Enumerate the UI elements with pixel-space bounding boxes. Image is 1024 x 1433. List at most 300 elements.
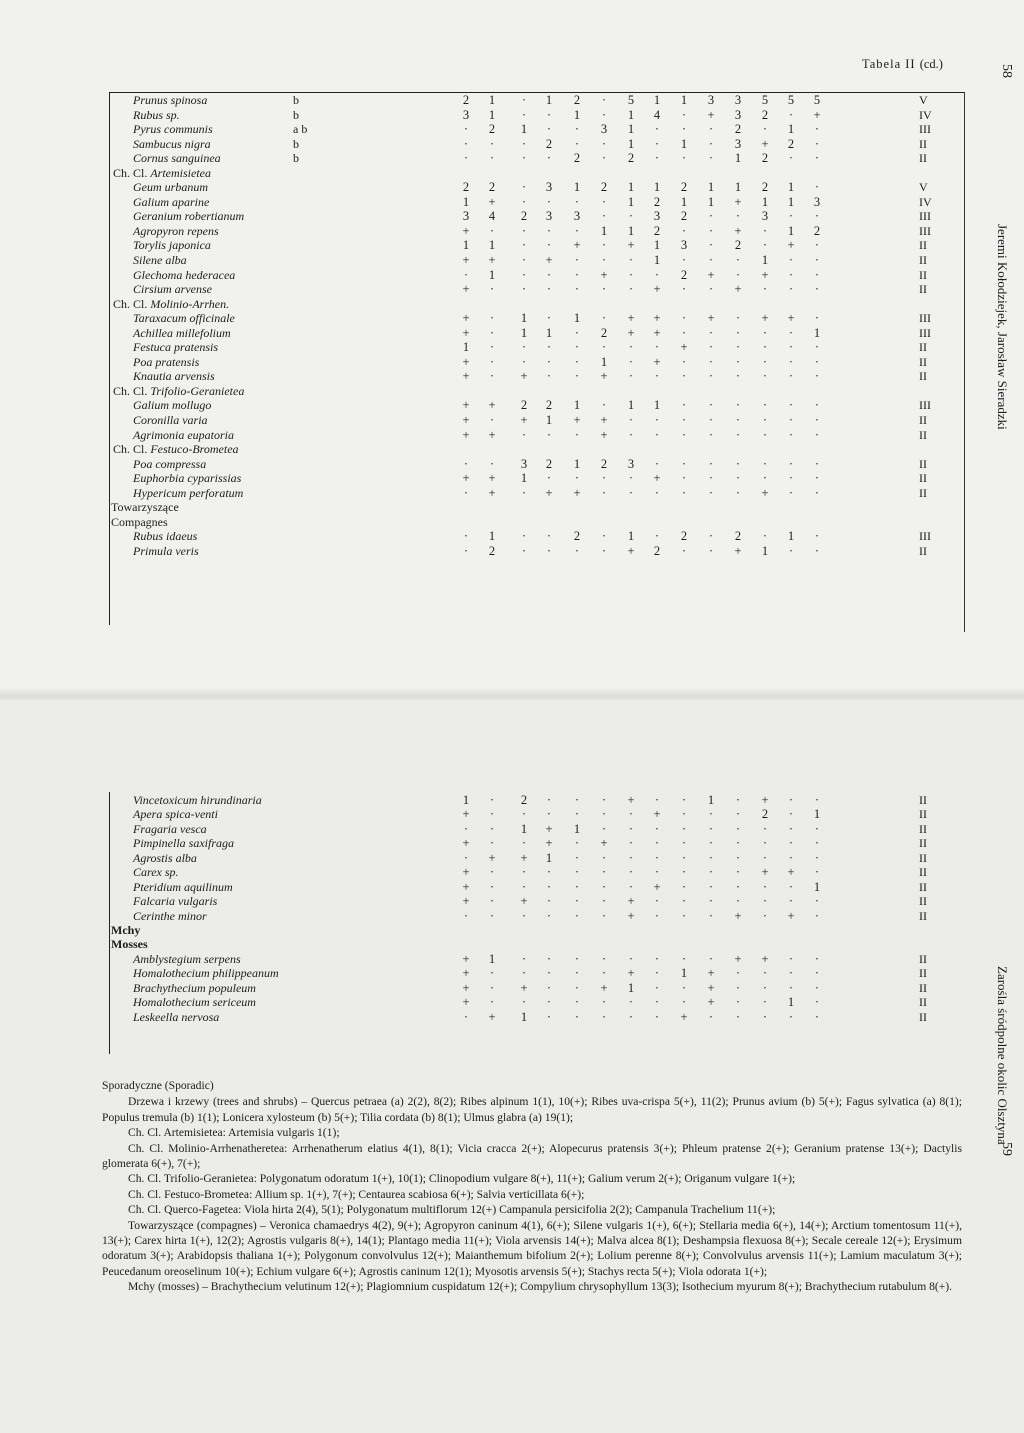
cover-value: ·: [762, 980, 768, 995]
cover-value: ·: [601, 107, 607, 122]
cover-value: 5: [627, 93, 635, 107]
cover-value: ·: [788, 209, 794, 224]
species-name: Fragaria vesca: [133, 821, 207, 836]
cover-value: ·: [521, 223, 527, 238]
cover-value: ·: [708, 471, 714, 486]
cover-value: 1: [520, 325, 528, 340]
species-name: Leskeella nervosa: [133, 1009, 220, 1024]
cover-value: ·: [654, 793, 660, 807]
cover-value: ·: [735, 966, 741, 981]
cover-value: ·: [628, 471, 634, 486]
cover-value: ·: [788, 980, 794, 995]
table-left-rule-bottom: [109, 792, 110, 1054]
cover-value: ·: [489, 325, 495, 340]
cover-value: +: [653, 325, 661, 340]
constancy-class: II: [919, 238, 927, 253]
constancy-class: II: [919, 456, 927, 471]
group-prefix: Ch. Cl.: [113, 296, 151, 311]
cover-value: +: [627, 238, 635, 253]
cover-value: 1: [545, 93, 553, 107]
species-name: Galium mollugo: [133, 398, 212, 413]
cover-value: ·: [601, 151, 607, 166]
cover-value: ·: [735, 354, 741, 369]
cover-value: 1: [573, 180, 581, 195]
cover-value: ·: [574, 951, 580, 966]
cover-value: 2: [545, 136, 553, 151]
cover-value: 3: [545, 180, 553, 195]
sporadic-festuco: Ch. Cl. Festuco-Brometea: Allium sp. 1(+), 7(+); Centaurea scabiosa 6(+); Salvia verticillata 6(+);: [128, 1187, 585, 1201]
cover-value: ·: [814, 122, 820, 137]
cover-value: 1: [573, 107, 581, 122]
cover-value: ·: [681, 951, 687, 966]
cover-value: ·: [814, 427, 820, 442]
cover-value: ·: [654, 908, 660, 923]
constancy-class: III: [919, 398, 931, 413]
cover-value: ·: [521, 836, 527, 851]
species-row: [111, 865, 981, 879]
cover-value: ·: [546, 951, 552, 966]
group-prefix: Ch. Cl.: [113, 383, 151, 398]
cover-value: ·: [735, 413, 741, 428]
cover-value: ·: [574, 980, 580, 995]
cover-value: ·: [814, 1009, 820, 1024]
species-name: Coronilla varia: [133, 413, 208, 428]
cover-value: ·: [463, 136, 469, 151]
cover-value: 1: [761, 253, 769, 268]
cover-value: 1: [653, 238, 661, 253]
species-row: [111, 282, 981, 297]
cover-value: ·: [708, 238, 714, 253]
cover-value: ·: [654, 151, 660, 166]
layer-code: b: [293, 151, 299, 166]
cover-value: ·: [681, 122, 687, 137]
cover-value: ·: [708, 136, 714, 151]
cover-value: ·: [521, 107, 527, 122]
species-name: Amblystegium serpens: [133, 951, 241, 966]
cover-value: ·: [762, 238, 768, 253]
cover-value: ·: [601, 951, 607, 966]
cover-value: +: [761, 136, 769, 151]
cover-value: ·: [762, 879, 768, 894]
cover-value: ·: [735, 836, 741, 851]
cover-value: ·: [681, 850, 687, 865]
cover-value: ·: [601, 995, 607, 1010]
cover-value: +: [462, 894, 470, 909]
cover-value: ·: [708, 282, 714, 297]
species-row: [111, 457, 981, 472]
constancy-class: II: [919, 807, 927, 822]
cover-value: ·: [708, 122, 714, 137]
layer-code: a b: [293, 122, 308, 137]
cover-value: ·: [735, 879, 741, 894]
cover-value: ·: [628, 807, 634, 822]
cover-value: ·: [654, 485, 660, 500]
cover-value: ·: [489, 980, 495, 995]
cover-value: +: [462, 980, 470, 995]
cover-value: 1: [707, 793, 715, 807]
cover-value: 2: [462, 93, 470, 107]
species-row: [111, 238, 981, 253]
cover-value: 1: [680, 136, 688, 151]
cover-value: +: [488, 485, 496, 500]
cover-value: 1: [462, 238, 470, 253]
cover-value: +: [734, 908, 742, 923]
cover-value: ·: [681, 282, 687, 297]
cover-value: ·: [681, 807, 687, 822]
cover-value: 1: [787, 122, 795, 137]
cover-value: ·: [463, 122, 469, 137]
cover-value: ·: [681, 253, 687, 268]
cover-value: ·: [814, 966, 820, 981]
section-label: Mosses: [111, 937, 148, 952]
constancy-class: II: [919, 980, 927, 995]
cover-value: 1: [680, 93, 688, 107]
cover-value: ·: [681, 485, 687, 500]
cover-value: ·: [708, 253, 714, 268]
cover-value: +: [462, 865, 470, 880]
cover-value: +: [573, 485, 581, 500]
constancy-class: II: [919, 1009, 927, 1024]
cover-value: ·: [814, 253, 820, 268]
cover-value: ·: [788, 485, 794, 500]
cover-value: 4: [488, 209, 496, 224]
cover-value: ·: [735, 267, 741, 282]
cover-value: ·: [708, 1009, 714, 1024]
section-label: Compagnes: [111, 514, 168, 529]
cover-value: ·: [521, 267, 527, 282]
cover-value: +: [600, 267, 608, 282]
cover-value: 3: [734, 93, 742, 107]
cover-value: 2: [734, 238, 742, 253]
cover-value: ·: [681, 821, 687, 836]
cover-value: ·: [628, 267, 634, 282]
section-label: Mchy: [111, 922, 141, 937]
cover-value: 1: [653, 180, 661, 195]
cover-value: ·: [546, 966, 552, 981]
cover-value: ·: [788, 398, 794, 413]
species-row: [111, 952, 981, 966]
cover-value: ·: [762, 223, 768, 238]
group-name: Molinio-Arrhen.: [150, 296, 230, 311]
constancy-class: II: [919, 471, 927, 486]
cover-value: 1: [787, 995, 795, 1010]
constancy-class: II: [919, 354, 927, 369]
cover-value: 1: [573, 311, 581, 326]
cover-value: ·: [628, 1009, 634, 1024]
cover-value: ·: [489, 456, 495, 471]
cover-value: ·: [521, 879, 527, 894]
cover-value: ·: [574, 354, 580, 369]
cover-value: 2: [600, 325, 608, 340]
constancy-class: II: [919, 793, 927, 807]
cover-value: ·: [814, 995, 820, 1010]
cover-value: ·: [574, 471, 580, 486]
cover-value: ·: [708, 908, 714, 923]
species-row: [111, 544, 981, 559]
cover-value: ·: [814, 793, 820, 807]
cover-value: ·: [708, 807, 714, 822]
cover-value: 3: [680, 238, 688, 253]
cover-value: ·: [601, 894, 607, 909]
table-caption: [862, 57, 943, 72]
species-name: Prunus spinosa: [133, 93, 208, 107]
species-name: Galium aparine: [133, 194, 210, 209]
cover-value: ·: [735, 325, 741, 340]
group-name: Festuco-Brometea: [150, 442, 239, 457]
cover-value: ·: [463, 529, 469, 544]
cover-value: 2: [734, 529, 742, 544]
cover-value: ·: [489, 807, 495, 822]
cover-value: ·: [735, 471, 741, 486]
cover-value: ·: [628, 995, 634, 1010]
cover-value: ·: [735, 398, 741, 413]
species-name: Knautia arvensis: [133, 369, 215, 384]
cover-value: 2: [488, 122, 496, 137]
cover-value: +: [653, 471, 661, 486]
group-header: [111, 297, 981, 312]
cover-value: ·: [574, 908, 580, 923]
sporadic-companions: Towarzyszące (compagnes) – Veronica chamaedrys 4(2), 9(+); Agropyron caninum 4(1), 6(+); Silene vulgaris 1(+), 6(+); Stellaria media 6(+), 14(+); Arctium tomentosum 11(+), 13(+); Carex hirta 1(+), 12(2); Agrostis vulgaris 8(+), 14(1); Plantago media 11(+); Viola arvensis 14(+); Malva alcea 8(1); Deshampsia flexuosa 8(+); Secale cereale 12(+); Erysimum odoratum 3(+); Arabidopsis thaliana 1(+); Polygonum convolvulus 12(+); Maianthemum bifolium 2(+); Lolium perenne 8(+); Convolvulus arvensis 11(+); Lamium maculatum 3(+); Peucedanum oreoselinum 10(+); Echium vulgare 6(+); Agrostis caninum 12(1); Myosotis arvensis 5(+); Stachys recta 5(+); Viola odorata 1(+);: [102, 1218, 962, 1278]
cover-value: 1: [627, 122, 635, 137]
species-row: [111, 793, 981, 807]
cover-value: 2: [488, 543, 496, 558]
cover-value: ·: [574, 807, 580, 822]
species-row: [111, 486, 981, 501]
cover-value: +: [462, 253, 470, 268]
cover-value: 3: [707, 93, 715, 107]
cover-value: 2: [573, 151, 581, 166]
cover-value: ·: [601, 282, 607, 297]
cover-value: ·: [814, 951, 820, 966]
cover-value: ·: [489, 136, 495, 151]
cover-value: ·: [463, 267, 469, 282]
cover-value: ·: [628, 354, 634, 369]
cover-value: ·: [814, 398, 820, 413]
cover-value: +: [707, 311, 715, 326]
cover-value: ·: [574, 966, 580, 981]
species-name: Silene alba: [133, 253, 187, 268]
cover-value: ·: [681, 456, 687, 471]
species-row: [111, 340, 981, 355]
cover-value: ·: [628, 340, 634, 355]
cover-value: 1: [462, 194, 470, 209]
cover-value: ·: [788, 369, 794, 384]
species-name: Torylis japonica: [133, 238, 211, 253]
cover-value: +: [627, 543, 635, 558]
species-row: [111, 326, 981, 341]
cover-value: +: [761, 951, 769, 966]
section-label-row: [111, 923, 981, 937]
cover-value: ·: [463, 850, 469, 865]
cover-value: 2: [680, 529, 688, 544]
cover-value: ·: [708, 413, 714, 428]
cover-value: ·: [521, 180, 527, 195]
cover-value: 1: [520, 311, 528, 326]
constancy-class: IV: [919, 107, 932, 122]
cover-value: ·: [762, 354, 768, 369]
cover-value: ·: [601, 908, 607, 923]
cover-value: ·: [681, 369, 687, 384]
cover-value: ·: [574, 223, 580, 238]
cover-value: ·: [762, 340, 768, 355]
cover-value: ·: [574, 836, 580, 851]
cover-value: ·: [601, 821, 607, 836]
cover-value: ·: [814, 311, 820, 326]
cover-value: +: [462, 951, 470, 966]
cover-value: ·: [788, 340, 794, 355]
cover-value: ·: [708, 836, 714, 851]
page-number-top: 58: [999, 64, 1014, 78]
cover-value: ·: [601, 136, 607, 151]
cover-value: ·: [681, 311, 687, 326]
cover-value: ·: [788, 253, 794, 268]
cover-value: ·: [654, 427, 660, 442]
species-row: [111, 195, 981, 210]
species-name: Geranium robertianum: [133, 209, 245, 224]
cover-value: ·: [735, 980, 741, 995]
cover-value: ·: [654, 980, 660, 995]
cover-value: +: [600, 413, 608, 428]
constancy-class: II: [919, 850, 927, 865]
cover-value: +: [545, 821, 553, 836]
cover-value: 1: [761, 194, 769, 209]
running-head-top: Jeremi Kołodziejek, Jarosław Sieradzki: [995, 224, 1010, 430]
cover-value: ·: [489, 223, 495, 238]
layer-code: b: [293, 107, 299, 122]
cover-value: ·: [654, 340, 660, 355]
cover-value: 1: [653, 398, 661, 413]
cover-value: ·: [708, 209, 714, 224]
cover-value: 1: [707, 180, 715, 195]
cover-value: ·: [681, 223, 687, 238]
species-name: Cirsium arvense: [133, 282, 212, 297]
cover-value: ·: [546, 879, 552, 894]
cover-value: ·: [788, 151, 794, 166]
cover-value: 2: [600, 180, 608, 195]
constancy-class: II: [919, 821, 927, 836]
cover-value: ·: [814, 894, 820, 909]
cover-value: 3: [462, 107, 470, 122]
cover-value: 1: [600, 354, 608, 369]
cover-value: ·: [574, 543, 580, 558]
cover-value: ·: [788, 427, 794, 442]
cover-value: 1: [627, 980, 635, 995]
species-name: Glechoma hederacea: [133, 267, 236, 282]
cover-value: 1: [813, 807, 821, 822]
constancy-class: III: [919, 209, 931, 224]
species-row: [111, 428, 981, 443]
species-row: [111, 822, 981, 836]
cover-value: +: [520, 413, 528, 428]
species-name: Homalothecium sericeum: [133, 995, 256, 1010]
sporadic-title: Sporadyczne (Sporadic): [102, 1079, 214, 1092]
cover-value: +: [520, 850, 528, 865]
cover-value: 1: [520, 122, 528, 137]
layer-code: b: [293, 93, 299, 107]
cover-value: 1: [761, 543, 769, 558]
cover-value: ·: [601, 1009, 607, 1024]
cover-value: ·: [681, 836, 687, 851]
cover-value: ·: [654, 966, 660, 981]
cover-value: ·: [489, 894, 495, 909]
cover-value: 1: [734, 180, 742, 195]
cover-value: 1: [488, 238, 496, 253]
species-row: [111, 398, 981, 413]
cover-value: ·: [654, 369, 660, 384]
cover-value: ·: [489, 879, 495, 894]
cover-value: ·: [489, 793, 495, 807]
cover-value: ·: [681, 413, 687, 428]
cover-value: ·: [574, 427, 580, 442]
constancy-class: II: [919, 369, 927, 384]
species-row: [111, 894, 981, 908]
cover-value: 1: [520, 471, 528, 486]
cover-value: +: [627, 793, 635, 807]
cover-value: 1: [573, 821, 581, 836]
cover-value: ·: [735, 995, 741, 1010]
cover-value: ·: [489, 836, 495, 851]
cover-value: ·: [628, 485, 634, 500]
cover-value: ·: [708, 894, 714, 909]
cover-value: ·: [601, 253, 607, 268]
species-name: Poa pratensis: [133, 354, 200, 369]
cover-value: ·: [628, 879, 634, 894]
cover-value: ·: [628, 282, 634, 297]
constancy-class: II: [919, 282, 927, 297]
sporadic-querco: Ch. Cl. Querco-Fagetea: Viola hirta 2(4), 5(1); Polygonatum multiflorum 12(+) Campanula persicifolia 2(2); Campanula Trachelium 11(+);: [128, 1203, 776, 1217]
cover-value: ·: [788, 821, 794, 836]
cover-value: ·: [463, 151, 469, 166]
cover-value: ·: [681, 543, 687, 558]
cover-value: 3: [520, 456, 528, 471]
cover-value: 3: [813, 194, 821, 209]
group-header: [111, 384, 981, 399]
cover-value: ·: [521, 951, 527, 966]
cover-value: ·: [654, 865, 660, 880]
cover-value: 1: [545, 850, 553, 865]
species-row: [111, 966, 981, 980]
cover-value: ·: [628, 413, 634, 428]
table-bottom: [111, 793, 981, 1024]
cover-value: +: [653, 807, 661, 822]
species-row: [111, 137, 981, 152]
cover-value: +: [787, 238, 795, 253]
cover-value: ·: [574, 194, 580, 209]
cover-value: ·: [814, 980, 820, 995]
cover-value: ·: [601, 865, 607, 880]
cover-value: 1: [813, 879, 821, 894]
cover-value: +: [462, 311, 470, 326]
cover-value: ·: [681, 793, 687, 807]
cover-value: ·: [708, 543, 714, 558]
cover-value: ·: [654, 267, 660, 282]
cover-value: ·: [628, 821, 634, 836]
cover-value: ·: [735, 485, 741, 500]
cover-value: ·: [521, 543, 527, 558]
cover-value: +: [462, 354, 470, 369]
cover-value: ·: [788, 456, 794, 471]
cover-value: ·: [601, 93, 607, 107]
species-row: [111, 122, 981, 137]
cover-value: ·: [814, 180, 820, 195]
species-row: [111, 355, 981, 370]
cover-value: ·: [814, 543, 820, 558]
constancy-class: V: [919, 93, 928, 107]
cover-value: ·: [521, 807, 527, 822]
cover-value: ·: [574, 793, 580, 807]
cover-value: ·: [708, 456, 714, 471]
cover-value: 2: [653, 223, 661, 238]
